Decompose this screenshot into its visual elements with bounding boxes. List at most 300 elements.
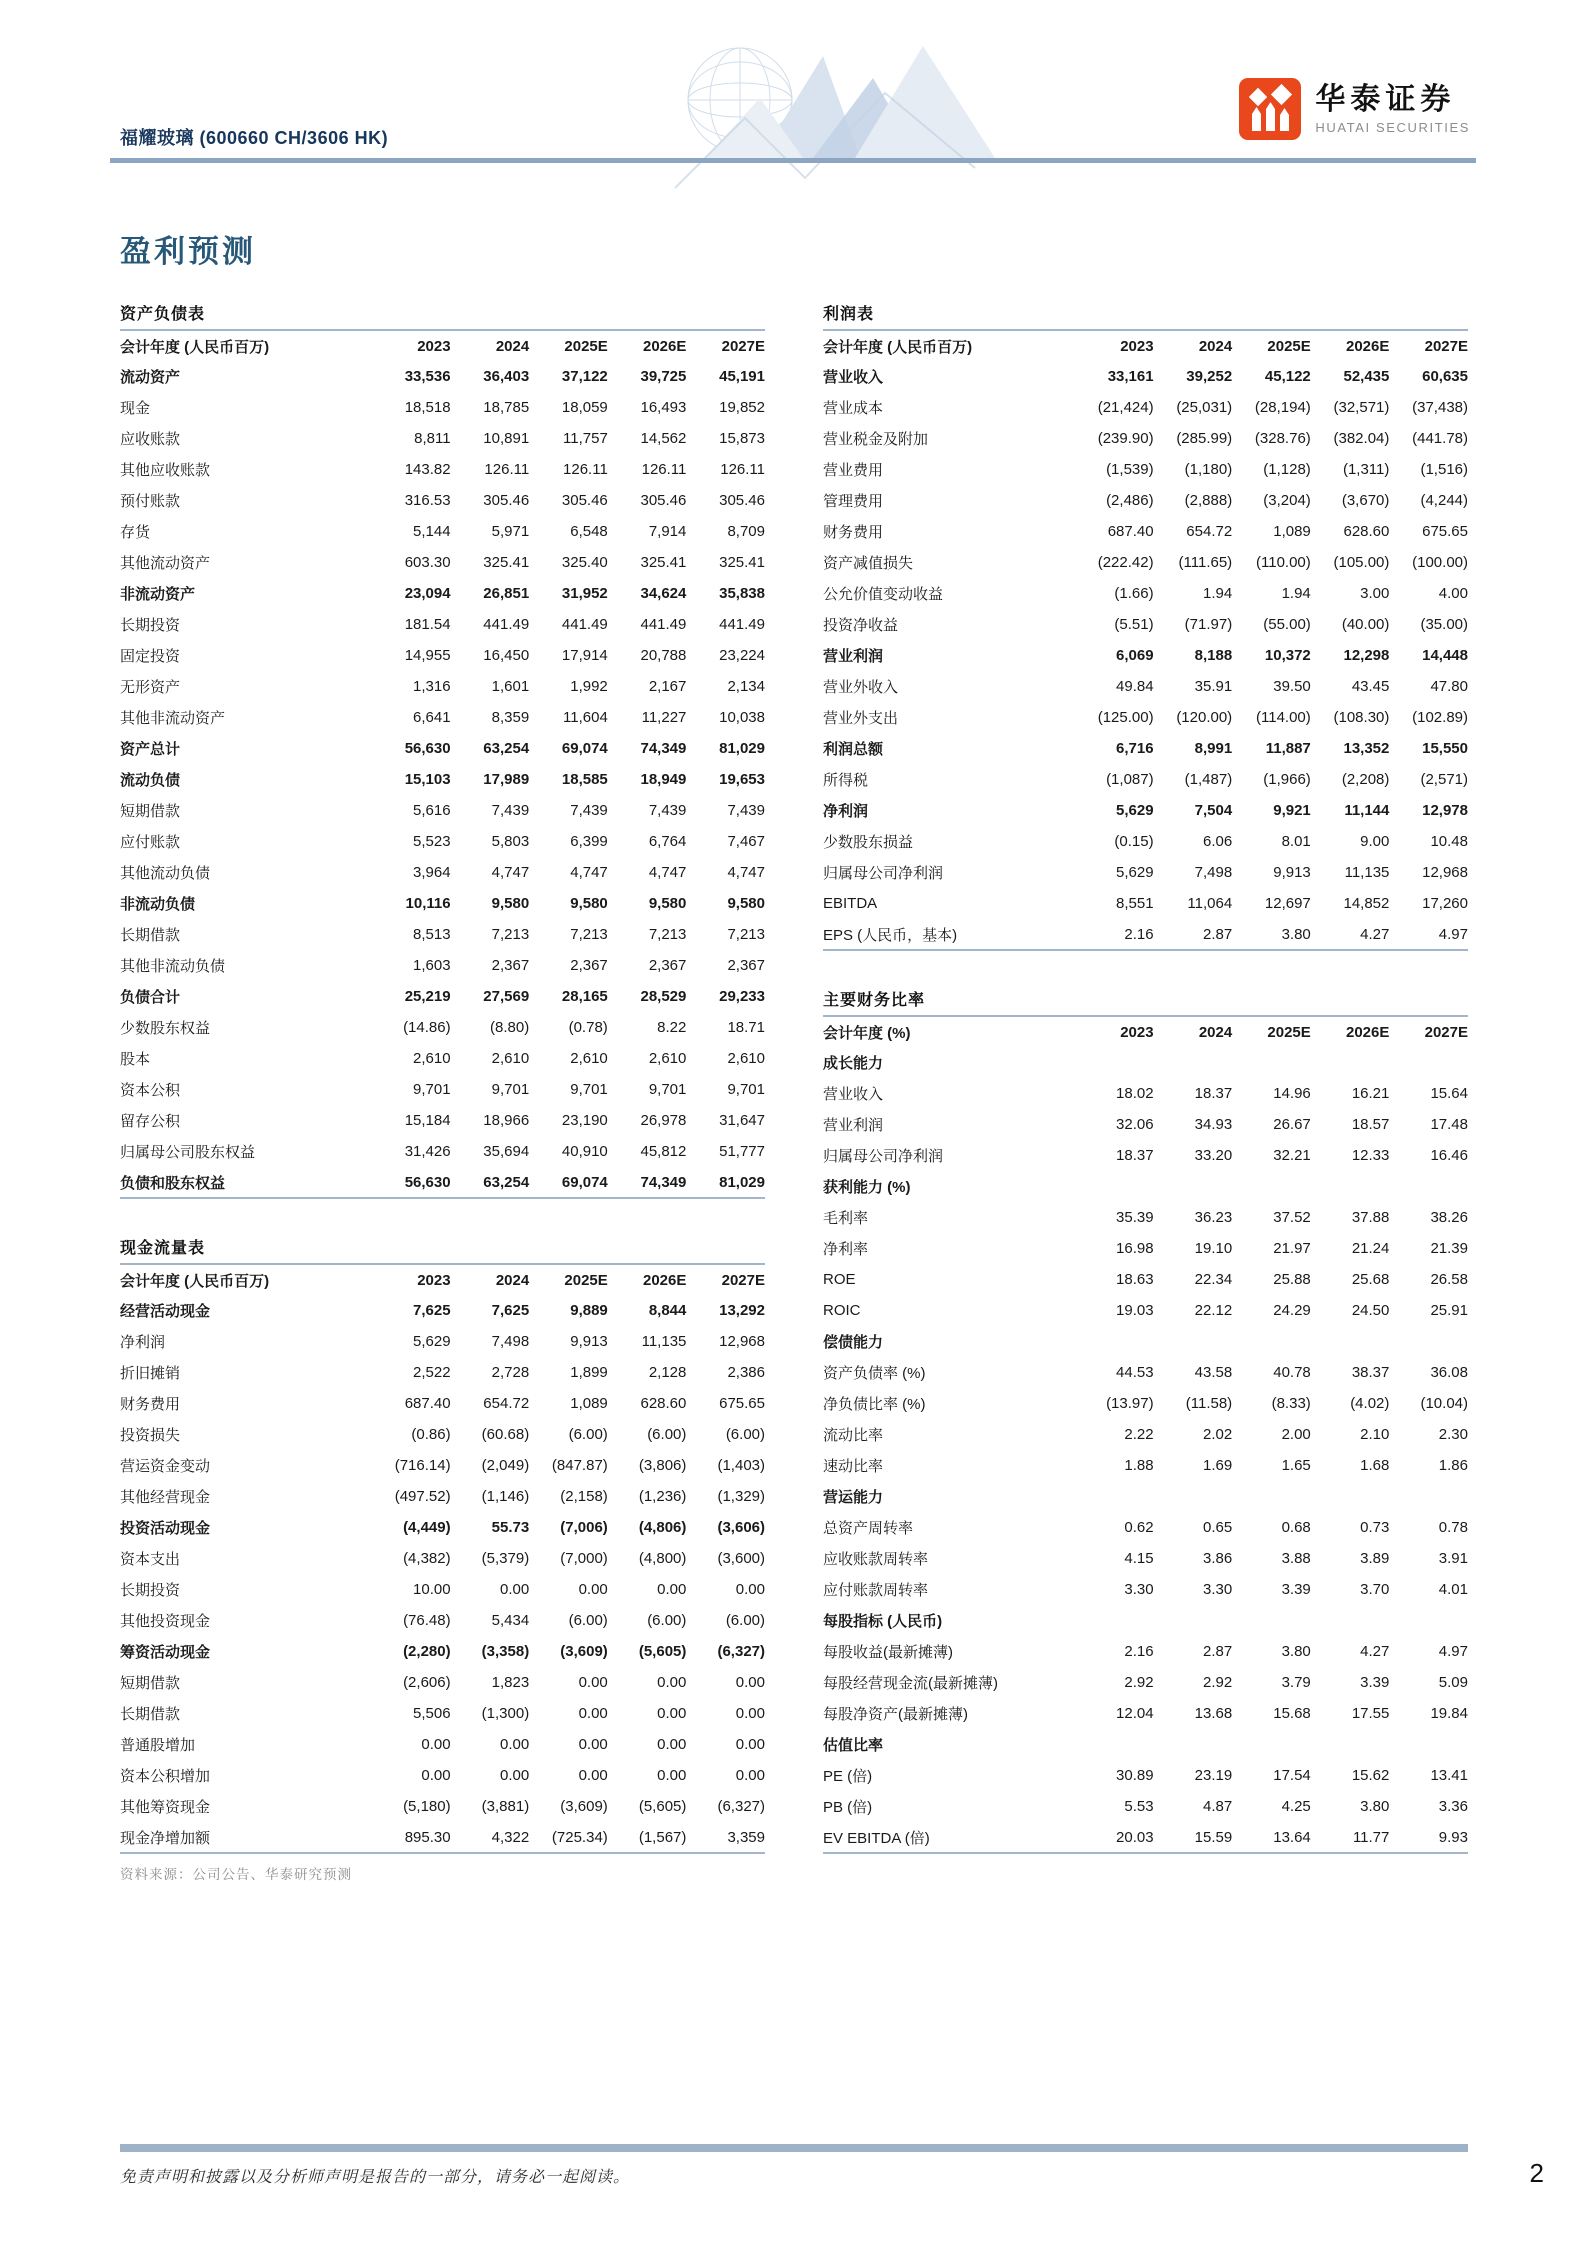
cell-value: (5.51) (1114, 616, 1154, 633)
table-row (823, 919, 1468, 950)
cell-value: 33,161 (1107, 368, 1154, 385)
cell-value: 0.00 (421, 1736, 451, 1753)
row-label: 应收账款周转率 (823, 1551, 929, 1568)
cell-value: (2,280) (403, 1643, 451, 1660)
cell-value: 4.97 (1438, 925, 1468, 943)
row-label: 营业收入 (823, 1086, 884, 1103)
cell-value: 11,135 (1344, 864, 1390, 881)
cell-value: 28,529 (640, 988, 687, 1005)
cell-value: 2.92 (1124, 1674, 1154, 1691)
cell-value: 21.97 (1273, 1240, 1311, 1257)
cell-value: 2,128 (648, 1364, 687, 1381)
cell-value: 2.92 (1202, 1674, 1233, 1691)
cell-value: 9.00 (1360, 833, 1390, 850)
row-label: 净利润 (823, 803, 869, 820)
cell-value: 25.68 (1351, 1271, 1390, 1288)
cell-value: 3.00 (1360, 585, 1390, 602)
cell-value: 8,359 (491, 709, 530, 726)
column-header: 2023 (1120, 337, 1154, 355)
cell-value: 17.54 (1273, 1767, 1311, 1784)
row-label: 净利率 (823, 1241, 869, 1258)
table-row (120, 609, 765, 640)
table-row (823, 1605, 1468, 1636)
cell-value: (6.00) (568, 1612, 608, 1629)
cell-value: 126.11 (641, 461, 687, 478)
row-label: 总资产周转率 (823, 1520, 914, 1537)
cell-value: 325.41 (640, 554, 687, 571)
cell-value: (4,382) (403, 1550, 451, 1567)
table-row (120, 1357, 765, 1388)
cell-value: 19.84 (1430, 1705, 1468, 1722)
cell-value: 10,038 (719, 709, 765, 726)
cell-value (1232, 1047, 1311, 1078)
column-header: 会计年度 (%) (823, 1024, 911, 1042)
cell-value: (716.14) (394, 1457, 451, 1474)
cell-value: 55.73 (491, 1519, 530, 1536)
row-label: 应收账款 (120, 431, 181, 448)
cell-value: 32.06 (1116, 1116, 1154, 1133)
cell-value: 52,435 (1343, 368, 1390, 385)
cell-value: 1,601 (491, 678, 530, 695)
cell-value (1075, 1729, 1154, 1760)
huatai-logo-icon (1239, 78, 1301, 140)
table-row (120, 1791, 765, 1822)
row-label: 其他流动负债 (120, 865, 211, 882)
row-label: 应付账款 (120, 834, 181, 851)
row-label: 营运能力 (823, 1489, 884, 1506)
cash-flow-table (120, 1263, 765, 1854)
cell-value: 0.73 (1360, 1519, 1390, 1536)
cell-value (1232, 1326, 1311, 1357)
table-row (823, 826, 1468, 857)
cell-value: 11,064 (1187, 895, 1233, 912)
row-label: 长期借款 (120, 1706, 181, 1723)
cell-value (1311, 1171, 1390, 1202)
cell-value: 305.46 (640, 492, 687, 509)
cell-value (1154, 1481, 1233, 1512)
cell-value: 12,298 (1343, 647, 1390, 664)
disclaimer-note: 免责声明和披露以及分析师声明是报告的一部分，请务必一起阅读。 (120, 2169, 631, 2186)
cell-value: (5,180) (403, 1798, 451, 1815)
cell-value: 5,523 (413, 833, 451, 850)
cell-value: 36,403 (483, 368, 530, 385)
cell-value: 13,352 (1343, 740, 1390, 757)
table-row (823, 1667, 1468, 1698)
column-header: 2025E (564, 1271, 608, 1289)
cell-value: 1,316 (413, 678, 451, 695)
table-row (823, 1698, 1468, 1729)
cell-value: 2,134 (727, 678, 765, 695)
cell-value: 6,764 (648, 833, 687, 850)
cell-value: (222.42) (1097, 554, 1154, 571)
cell-value: (102.89) (1412, 709, 1468, 726)
table-header-row (823, 1016, 1468, 1047)
cell-value: 30.89 (1116, 1767, 1154, 1784)
cell-value: (7,006) (560, 1519, 608, 1536)
cell-value: 7,213 (648, 926, 687, 943)
cell-value: (3,806) (638, 1457, 687, 1474)
cell-value: 23,190 (561, 1112, 608, 1129)
row-label: 财务费用 (120, 1396, 181, 1413)
cell-value: 32.21 (1273, 1147, 1311, 1164)
row-label: 预付账款 (120, 493, 181, 510)
cell-value: 69,074 (561, 1173, 608, 1191)
cell-value: 4.01 (1438, 1581, 1468, 1598)
cell-value: 9,913 (1273, 864, 1311, 881)
table-row (120, 733, 765, 764)
cell-value: 12.04 (1116, 1705, 1154, 1722)
balance-sheet-title: 资产负债表 (120, 306, 206, 323)
cell-value: 4.27 (1360, 925, 1390, 943)
cell-value: 9,889 (570, 1302, 608, 1319)
cell-value: 0.00 (578, 1674, 608, 1691)
row-label: 资产总计 (120, 741, 181, 758)
cell-value: (71.97) (1184, 616, 1233, 633)
row-label: ROE (823, 1271, 856, 1288)
row-label: 现金净增加额 (120, 1829, 211, 1847)
row-label: EPS (人民币，基本) (823, 926, 958, 944)
table-row (120, 1667, 765, 1698)
cell-value: 7,439 (491, 802, 530, 819)
cell-value: 7,625 (413, 1302, 451, 1319)
row-label: 流动负债 (120, 772, 181, 789)
cell-value: 675.65 (719, 1395, 765, 1412)
cell-value: 2,367 (491, 957, 530, 974)
cell-value: 26,978 (640, 1112, 687, 1129)
cell-value: 305.46 (561, 492, 608, 509)
cell-value: (32,571) (1333, 399, 1390, 416)
cell-value: 687.40 (1107, 523, 1154, 540)
cell-value: 2,610 (570, 1050, 608, 1067)
table-row (120, 640, 765, 671)
cell-value: (1,329) (717, 1488, 765, 1505)
row-label: 长期投资 (120, 617, 181, 634)
cell-value: (1,539) (1106, 461, 1154, 478)
cell-value: 3.80 (1281, 1643, 1311, 1660)
row-label: 负债和股东权益 (120, 1174, 226, 1192)
column-header: 会计年度 (人民币百万) (120, 1272, 270, 1290)
cell-value: (2,158) (560, 1488, 608, 1505)
page-title: 盈利预测 (120, 234, 256, 269)
cell-value: 40,910 (561, 1143, 608, 1160)
row-label: 非流动负债 (120, 896, 196, 913)
cell-value: 31,647 (719, 1112, 765, 1129)
cell-value: (2,606) (403, 1674, 451, 1691)
cell-value: (6,327) (717, 1643, 765, 1660)
ratios-section (823, 987, 1468, 1854)
cell-value: (11.58) (1185, 1395, 1233, 1412)
column-header: 2023 (417, 1271, 451, 1289)
cell-value: (1.66) (1114, 585, 1154, 602)
cell-value: (2,049) (481, 1457, 530, 1474)
row-label: 投资损失 (120, 1427, 181, 1444)
row-label: 公允价值变动收益 (823, 586, 944, 603)
cell-value: 2,728 (491, 1364, 530, 1381)
cell-value: 3.36 (1438, 1798, 1468, 1815)
cell-value: 35,838 (719, 585, 765, 602)
table-row (120, 702, 765, 733)
cell-value: 8,811 (414, 430, 451, 447)
cell-value: 16.98 (1116, 1240, 1154, 1257)
table-row (120, 1636, 765, 1667)
row-label: 资产减值损失 (823, 555, 914, 572)
row-label: 短期借款 (120, 803, 181, 820)
cell-value: 33,536 (404, 368, 451, 385)
cell-value: (76.48) (403, 1612, 451, 1629)
cell-value: 0.00 (657, 1767, 687, 1784)
page-header (0, 0, 1588, 164)
cell-value: 18.37 (1194, 1085, 1233, 1102)
cell-value: 3.80 (1281, 925, 1311, 943)
table-row (120, 485, 765, 516)
cell-value: 0.00 (578, 1736, 608, 1753)
cell-value: 5,629 (1116, 864, 1154, 881)
cell-value: 4,747 (648, 864, 687, 881)
cell-value: 9,580 (648, 895, 687, 912)
cell-value: 8.01 (1281, 833, 1311, 850)
table-row (120, 516, 765, 547)
cell-value: 2.10 (1360, 1426, 1390, 1443)
row-label: 归属母公司净利润 (823, 1148, 944, 1165)
table-row (823, 1729, 1468, 1760)
row-label: PE (倍) (823, 1768, 873, 1785)
table-row (823, 1295, 1468, 1326)
cell-value: 15,184 (404, 1112, 451, 1129)
cell-value: 3.30 (1202, 1581, 1233, 1598)
cell-value: 325.41 (483, 554, 530, 571)
row-label: 归属母公司股东权益 (120, 1144, 256, 1161)
cell-value: 9,580 (727, 895, 765, 912)
cell-value: 18,785 (483, 399, 530, 416)
cell-value (1232, 1481, 1311, 1512)
table-row (823, 1202, 1468, 1233)
cell-value: 2,610 (491, 1050, 530, 1067)
table-row (120, 1043, 765, 1074)
table-row (120, 888, 765, 919)
cell-value: 17.48 (1430, 1116, 1468, 1133)
cell-value: 2,167 (648, 678, 687, 695)
table-row (120, 981, 765, 1012)
cell-value: 0.00 (499, 1581, 530, 1598)
cell-value: 10,891 (483, 430, 530, 447)
cell-value: 8.22 (657, 1019, 687, 1036)
cell-value (1154, 1729, 1233, 1760)
cell-value: 1.65 (1281, 1457, 1311, 1474)
cell-value: 22.34 (1194, 1271, 1233, 1288)
cell-value: (1,300) (481, 1705, 530, 1722)
cell-value (1075, 1171, 1154, 1202)
brand-name-cn: 华泰证券 (1315, 83, 1456, 116)
cell-value: 7,498 (1194, 864, 1233, 881)
income-statement-section (823, 301, 1468, 951)
cell-value: (6.00) (725, 1426, 765, 1443)
header-decoration-graphic (555, 38, 1075, 196)
cell-value: (5,605) (638, 1798, 687, 1815)
cell-value: 2,610 (727, 1050, 765, 1067)
row-label: 短期借款 (120, 1675, 181, 1692)
cell-value: 9,701 (570, 1081, 608, 1098)
cell-value: (3,204) (1263, 492, 1311, 509)
cell-value: 11,887 (1265, 740, 1311, 757)
table-row (823, 485, 1468, 516)
cell-value: (3,606) (717, 1519, 765, 1536)
cell-value: (3,609) (560, 1798, 608, 1815)
cell-value: 15,550 (1422, 740, 1468, 757)
cell-value: (3,600) (717, 1550, 765, 1567)
table-row (120, 1450, 765, 1481)
row-label: 长期投资 (120, 1582, 181, 1599)
row-label: 少数股东权益 (120, 1020, 211, 1037)
cell-value: (4,800) (638, 1550, 687, 1567)
cell-value: (40.00) (1341, 616, 1390, 633)
cell-value: 5,144 (413, 523, 451, 540)
column-header: 2024 (1198, 1023, 1233, 1041)
cell-value: 13,292 (719, 1302, 765, 1319)
cell-value: 20,788 (640, 647, 687, 664)
cell-value: 8,551 (1116, 895, 1154, 912)
cell-value: 687.40 (404, 1395, 451, 1412)
cell-value: 81,029 (719, 1173, 765, 1191)
cell-value: 1.86 (1438, 1457, 1468, 1474)
table-row (823, 1233, 1468, 1264)
cash-flow-section (120, 1235, 765, 1883)
cell-value (1389, 1171, 1468, 1202)
cell-value (1232, 1729, 1311, 1760)
cell-value: 3.86 (1202, 1550, 1233, 1567)
cell-value: 3,359 (727, 1828, 765, 1846)
cell-value: 43.58 (1194, 1364, 1233, 1381)
cell-value: 38.26 (1430, 1209, 1468, 1226)
cell-value: (2,571) (1420, 771, 1468, 788)
cell-value: 3.30 (1124, 1581, 1154, 1598)
table-row (120, 1105, 765, 1136)
cell-value: 8,513 (413, 926, 451, 943)
cell-value: 8,844 (648, 1302, 687, 1319)
cell-value: 654.72 (483, 1395, 530, 1412)
table-row (120, 671, 765, 702)
table-row (823, 1822, 1468, 1853)
column-header: 2024 (495, 1271, 530, 1289)
cell-value: (1,180) (1184, 461, 1233, 478)
cell-value: 628.60 (1343, 523, 1390, 540)
row-label: 速动比率 (823, 1458, 884, 1475)
row-label: 负债合计 (120, 989, 181, 1006)
cell-value: 1.88 (1124, 1457, 1154, 1474)
cell-value: 0.00 (735, 1705, 765, 1722)
cell-value: (100.00) (1412, 554, 1468, 571)
column-header: 2024 (1198, 337, 1233, 355)
row-label: 股本 (120, 1051, 151, 1068)
cell-value: 45,812 (640, 1143, 687, 1160)
cell-value: 3.89 (1360, 1550, 1390, 1567)
cell-value: 5,629 (1116, 802, 1154, 819)
cell-value: 25,219 (404, 988, 451, 1005)
row-label: 营业税金及附加 (823, 431, 929, 448)
table-header-row (823, 330, 1468, 361)
cell-value: 39,252 (1186, 368, 1233, 385)
cell-value: 7,914 (648, 523, 687, 540)
row-label: 资产负债率 (%) (823, 1365, 926, 1382)
cell-value: 9,580 (570, 895, 608, 912)
row-label: 营业外支出 (823, 710, 899, 727)
cell-value: (4,449) (403, 1519, 451, 1536)
cell-value: (1,567) (638, 1828, 687, 1846)
cell-value: 2.87 (1202, 925, 1233, 943)
column-header: 2027E (1424, 337, 1468, 355)
row-label: 净利润 (120, 1334, 166, 1351)
cell-value: 1.68 (1360, 1457, 1390, 1474)
cell-value: 10.48 (1430, 833, 1468, 850)
row-label: 其他筹资现金 (120, 1799, 211, 1816)
row-label: 每股经营现金流(最新摊薄) (823, 1675, 998, 1692)
row-label: 获利能力 (%) (823, 1179, 911, 1196)
cell-value: 6,399 (570, 833, 608, 850)
cell-value: (8.33) (1271, 1395, 1311, 1412)
cell-value: 1,823 (491, 1674, 530, 1691)
cell-value: 21.39 (1430, 1240, 1468, 1257)
cell-value: 7,439 (648, 802, 687, 819)
cell-value: 24.29 (1273, 1302, 1311, 1319)
row-label: 归属母公司净利润 (823, 865, 944, 882)
cell-value: (10.04) (1420, 1395, 1468, 1412)
cell-value: 126.11 (720, 461, 765, 478)
row-label: 净负债比率 (%) (823, 1396, 926, 1413)
column-header: 2025E (564, 337, 608, 355)
cell-value: 9,913 (570, 1333, 608, 1350)
cell-value (1154, 1047, 1233, 1078)
cell-value: 31,952 (561, 585, 608, 602)
cell-value: 16,493 (640, 399, 687, 416)
cell-value: 3,964 (413, 864, 451, 881)
cell-value: 9,580 (491, 895, 530, 912)
cell-value: 15.59 (1194, 1828, 1233, 1846)
cell-value: (5,379) (481, 1550, 530, 1567)
cell-value: (1,128) (1263, 461, 1311, 478)
table-row (823, 1760, 1468, 1791)
cell-value: (0.86) (411, 1426, 451, 1443)
cell-value (1311, 1047, 1390, 1078)
cell-value: (497.52) (394, 1488, 451, 1505)
cell-value: (108.30) (1333, 709, 1390, 726)
cell-value: 1,603 (413, 957, 451, 974)
table-row (120, 1543, 765, 1574)
cell-value: 8,709 (727, 523, 765, 540)
cell-value: 35.39 (1116, 1209, 1154, 1226)
table-row (120, 454, 765, 485)
row-label: 其他流动资产 (120, 555, 211, 572)
column-header: 2025E (1267, 337, 1311, 355)
cell-value: 8,188 (1194, 647, 1233, 664)
cell-value: (3,609) (560, 1643, 608, 1660)
table-row (120, 1326, 765, 1357)
cell-value: 2.00 (1281, 1426, 1311, 1443)
cell-value: 22.12 (1194, 1302, 1233, 1319)
table-row (823, 1574, 1468, 1605)
cell-value: (1,403) (717, 1457, 765, 1474)
table-header-row (120, 330, 765, 361)
cell-value: 11,135 (641, 1333, 687, 1350)
table-row (120, 1822, 765, 1853)
table-row (120, 1760, 765, 1791)
table-row (823, 888, 1468, 919)
cell-value: 441.49 (483, 616, 530, 633)
balance-sheet-table (120, 329, 765, 1199)
column-header: 2027E (721, 1271, 765, 1289)
cell-value: 39.50 (1273, 678, 1311, 695)
cell-value: 18,949 (640, 771, 687, 788)
cell-value: 305.46 (483, 492, 530, 509)
row-label: 普通股增加 (120, 1737, 196, 1754)
